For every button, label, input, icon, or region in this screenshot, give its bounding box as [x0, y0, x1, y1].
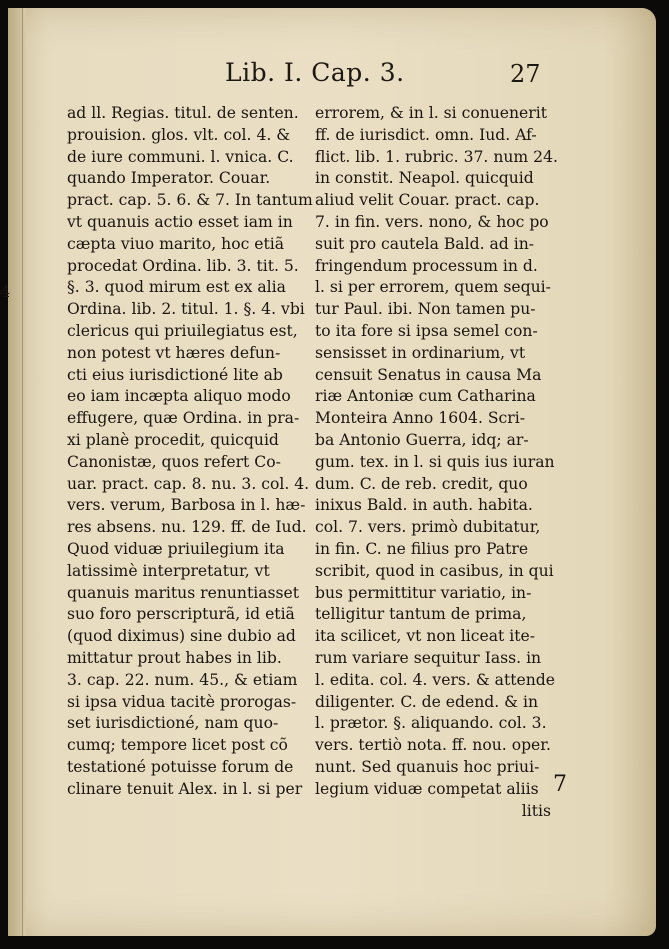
text-line: §. 3. quod mirum est ex alia — [67, 278, 286, 297]
left-edge-mark: 4 — [0, 282, 11, 301]
text-line: fringendum processum in d. — [315, 256, 538, 275]
text-line: quando Imperator. Couar. — [67, 169, 271, 188]
text-line: in fin. C. ne filius pro Patre — [315, 539, 529, 558]
text-line: inixus Bald. in auth. habita. — [315, 496, 533, 515]
left-text-column — [67, 103, 313, 801]
text-line: prouision. glos. vlt. col. 4. & — [67, 125, 291, 144]
text-line: Ordina. lib. 2. titul. 1. §. 4. vbi — [67, 300, 305, 319]
catchword: litis — [521, 801, 551, 820]
text-line: l. si per errorem, quem sequi- — [315, 278, 551, 297]
text-line: ff. de iurisdict. omn. Iud. Af- — [315, 125, 537, 144]
text-line: dum. C. de reb. credit, quo — [315, 474, 528, 493]
text-line: cti eius iurisdictioné lite ab — [67, 365, 283, 384]
text-line: legium viduæ competat aliis — [315, 779, 539, 798]
text-line: scribit, quod in casibus, in qui — [315, 561, 554, 580]
text-line: vt quanuis actio esset iam in — [67, 212, 293, 231]
text-line: uar. pract. cap. 8. nu. 3. col. 4. — [67, 474, 310, 493]
text-line: tur Paul. ibi. Non tamen pu- — [315, 300, 536, 319]
text-line: cumq; tempore licet post cõ — [67, 736, 288, 755]
text-line: mittatur prout habes in lib. — [67, 648, 282, 667]
text-line: testationé potuisse forum de — [67, 757, 294, 776]
text-line: bus permittitur variatio, in- — [315, 583, 532, 602]
text-line: 3. cap. 22. num. 45., & etiam — [67, 670, 298, 689]
text-line: 7. in fin. vers. nono, & hoc po — [315, 212, 549, 231]
text-line: diligenter. C. de edend. & in — [315, 692, 539, 711]
text-line: flict. lib. 1. rubric. 37. num 24. — [315, 147, 558, 166]
text-line: cæpta viuo marito, hoc etiã — [67, 234, 285, 253]
text-line: effugere, quæ Ordina. in pra- — [67, 409, 300, 428]
text-line: non potest vt hæres defun- — [67, 343, 281, 362]
text-line: nunt. Sed quanuis hoc priui- — [315, 757, 540, 776]
text-line: ad ll. Regias. titul. de senten. — [67, 104, 299, 122]
text-line: (quod diximus) sine dubio ad — [67, 627, 296, 646]
margin-note: 7 — [553, 772, 567, 797]
text-line: xi planè procedit, quicquid — [67, 430, 279, 449]
running-title: Lib. I. Cap. 3. — [225, 58, 405, 87]
text-line: telligitur tantum de prima, — [315, 605, 527, 624]
text-line: col. 7. vers. primò dubitatur, — [315, 518, 541, 537]
text-line: ba Antonio Guerra, idq; ar- — [315, 430, 529, 449]
text-line: pract. cap. 5. 6. & 7. In tantum — [67, 191, 313, 210]
text-line: l. edita. col. 4. vers. & attende — [315, 670, 555, 689]
text-line: censuit Senatus in causa Ma — [315, 365, 542, 384]
text-line: vers. verum, Barbosa in l. hæ- — [67, 496, 306, 515]
text-line: sensisset in ordinarium, vt — [315, 343, 526, 362]
text-line: in constit. Neapol. quicquid — [315, 169, 534, 188]
text-line: procedat Ordina. lib. 3. tit. 5. — [67, 256, 299, 275]
text-line: ita scilicet, vt non liceat ite- — [315, 627, 536, 646]
text-line: de iure communi. l. vnica. C. — [67, 147, 294, 166]
text-line: vers. tertiò nota. ff. nou. oper. — [315, 736, 551, 755]
spine-shadow — [22, 8, 23, 936]
text-line: res absens. nu. 129. ff. de Iud. — [67, 518, 307, 537]
page-gutter — [8, 8, 26, 936]
text-line: set iurisdictioné, nam quo- — [67, 714, 279, 733]
right-text-column — [315, 103, 558, 822]
text-line: eo iam incæpta aliquo modo — [67, 387, 291, 406]
page-header — [0, 58, 669, 98]
text-line: suo foro perscripturã, id etiã — [67, 605, 295, 624]
text-line: to ita fore si ipsa semel con- — [315, 321, 538, 340]
text-line: rum variare sequitur Iass. in — [315, 648, 542, 667]
text-line: suit pro cautela Bald. ad in- — [315, 234, 535, 253]
text-line: latissimè interpretatur, vt — [67, 561, 270, 580]
text-line: si ipsa vidua tacitè prorogas- — [67, 692, 297, 711]
page-number: 27 — [510, 60, 541, 88]
text-line: Monteira Anno 1604. Scri- — [315, 409, 526, 428]
text-line: l. prætor. §. aliquando. col. 3. — [315, 714, 547, 733]
text-line: gum. tex. in l. si quis ius iuran — [315, 452, 555, 471]
text-line: clinare tenuit Alex. in l. si per — [67, 779, 303, 798]
text-line: Quod viduæ priuilegium ita — [67, 539, 285, 558]
text-line: aliud velit Couar. pract. cap. — [315, 191, 540, 210]
text-line: Canonistæ, quos refert Co- — [67, 452, 281, 471]
text-line: riæ Antoniæ cum Catharina — [315, 387, 536, 406]
text-line: clericus qui priuilegiatus est, — [67, 321, 298, 340]
text-line: errorem, & in l. si conuenerit — [315, 104, 547, 122]
text-line: quanuis maritus renuntiasset — [67, 583, 300, 602]
